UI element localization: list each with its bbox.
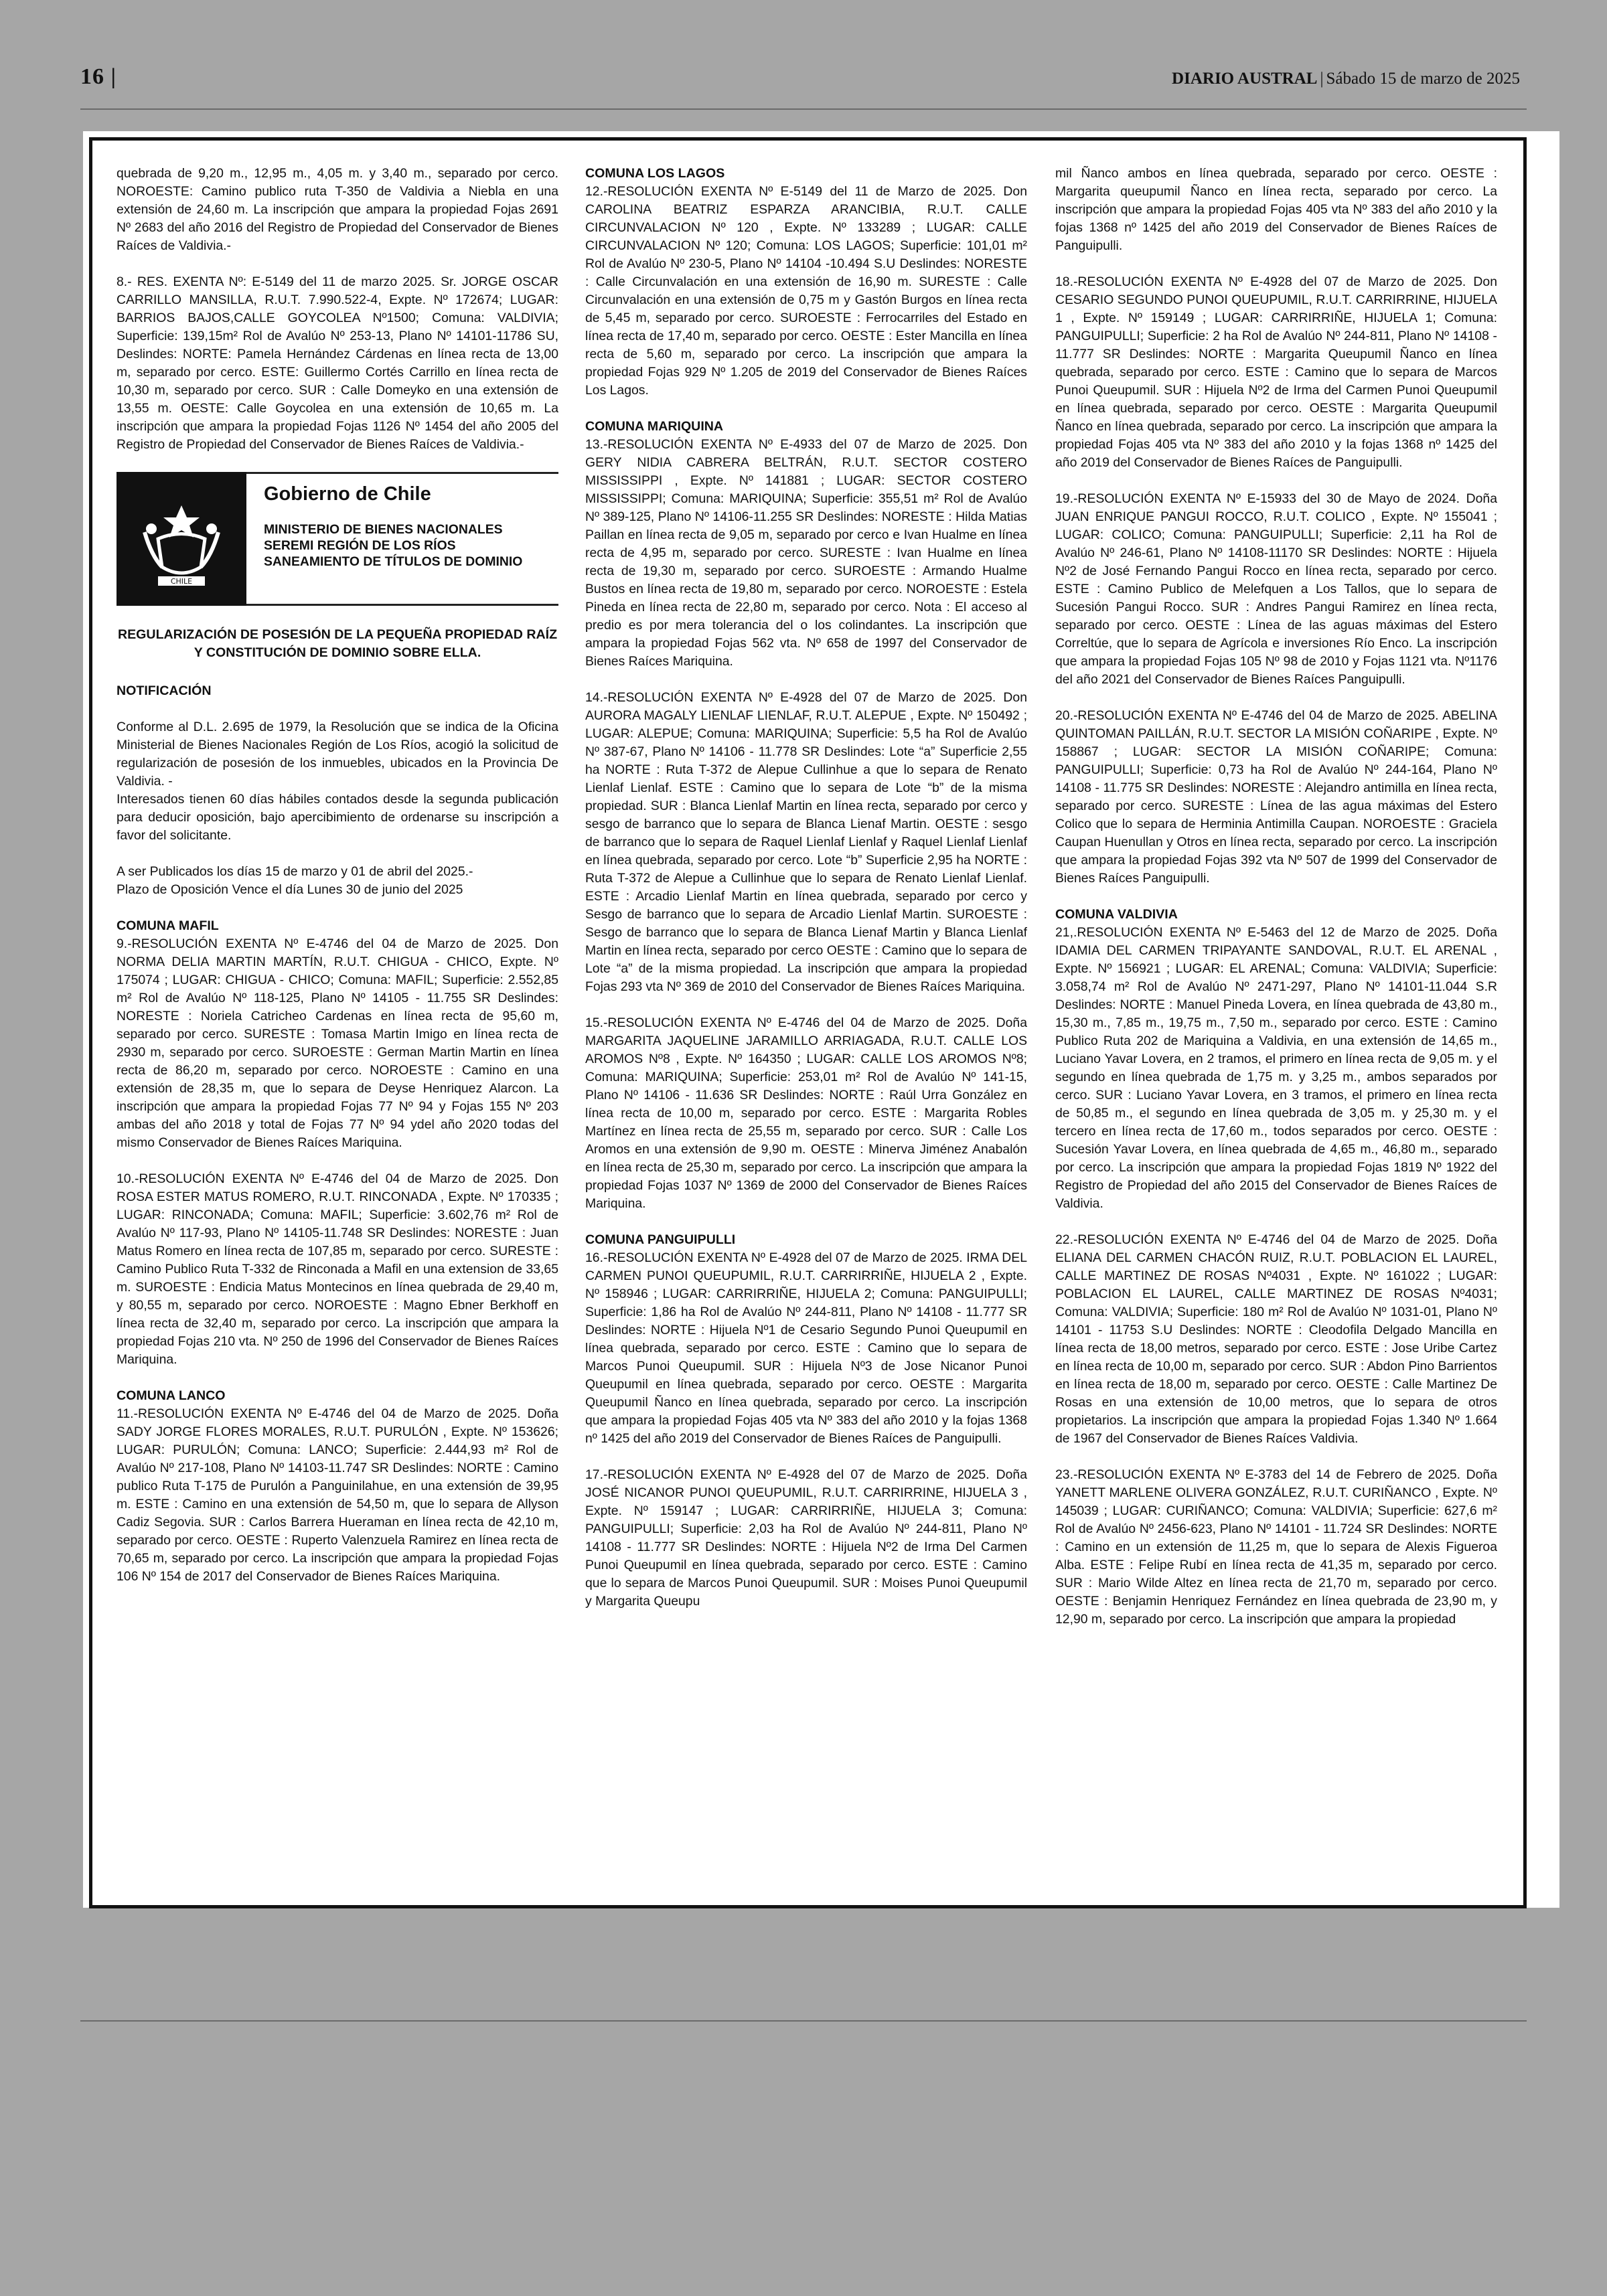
notice-item-15: 15.-RESOLUCIÓN EXENTA Nº E-4746 del 04 de Marzo de 2025. Doña MARGARITA JAQUELINE JARAMILLO ARRIAGADA, R.U.T. CALLE LOS AROMOS Nº8 , Expte. Nº 164350 ; LUGAR: CALLE LOS AROMOS Nº8; Comuna: MARIQUINA; Superficie: 253,01 m² Rol de Avalúo Nº 141-15, Plano Nº 14106 - 11.636 SR Deslindes: NORTE : Raúl Urra González en línea recta de 10,00 m, separado por cerco. ESTE : Margarita Robles Martínez en línea recta de 25,55 m, separado por cerco. SUR : Calle Los Aromos en una extensión de 9,90 m. OESTE : Minerva Jiménez Anabalón en línea recta de 25,30 m, separado por cerco. La inscripción que ampara la propiedad Fojas 1037 Nº 1369 de 2000 del Conservador de Bienes Raíces Mariquina. <box>585 1015 1027 1211</box>
page-number: 16 | <box>80 64 117 89</box>
notification-title: NOTIFICACIÓN <box>117 683 212 698</box>
publication-dates: A ser Publicados los días 15 de marzo y 01 de abril del 2025.- <box>117 864 473 879</box>
section-title-panguipulli: COMUNA PANGUIPULLI <box>585 1232 736 1247</box>
issue-date: Sábado 15 de marzo de 2025 <box>1326 70 1520 88</box>
logo-bottom-rule <box>246 604 558 606</box>
chile-crest-icon <box>117 472 246 606</box>
footer-rule <box>80 2020 1527 2022</box>
section-title-lanco: COMUNA LANCO <box>117 1388 226 1403</box>
notice-item-17: 17.-RESOLUCIÓN EXENTA Nº E-4928 del 07 de Marzo de 2025. Doña JOSÉ NICANOR PUNOI QUEUPUMIL, R.U.T. CARRIRRINE, HIJUELA 3 , Expte. Nº 159147 ; LUGAR: CARRIRRIÑE, HIJUELA 3; Comuna: PANGUIPULLI; Superficie: 2,03 ha Rol de Avalúo Nº 244-811, Plano Nº 14108 - 11.777 SR Deslindes: NORTE : Hijuela Nº2 de Irma Del Carmen Punoi Queupumil en línea quebrada, separado por cerco. ESTE : Camino que lo separa de Marcos Punoi Queupumil. SUR : Moises Punoi Queupumil y Margarita Queupu <box>585 1467 1027 1609</box>
notice-item-20: 20.-RESOLUCIÓN EXENTA Nº E-4746 del 04 de Marzo de 2025. ABELINA QUINTOMAN PAILLÁN, R.U.T. SECTOR LA MISIÓN COÑARIPE , Expte. Nº 158867 ; LUGAR: SECTOR LA MISIÓN COÑARIPE; Comuna: PANGUIPULLI; Superficie: 0,73 ha Rol de Avalúo Nº 244-164, Plano Nº 14108 - 11.775 SR Deslindes: NORESTE : Alejandro antimilla en línea recta, separado por cerco. SURESTE : Línea de las agua máximas del Estero Colico que lo separa de Herminia Antimilla Caupan. NOROESTE : Graciela Caupan Huenullan y Otros en línea recta, separado por cerco. La inscripción que ampara la propiedad Fojas 392 vta Nº 507 de 1999 del Conservador de Bienes Raíces Panguipulli. <box>1055 708 1497 886</box>
continued-text: quebrada de 9,20 m., 12,95 m., 4,05 m. y 3,40 m., separado por cerco. NOROESTE: Camino publico ruta T-350 de Valdivia a Niebla en una extensión de 24,60 m. La inscripción que ampara la propiedad Fojas 2691 Nº 2683 del año 2016 del Registro de Propiedad del Conservador de Bienes Raíces de Valdivia.- <box>117 166 558 253</box>
page-header <box>80 64 1520 104</box>
section-title-mariquina: COMUNA MARIQUINA <box>585 419 724 434</box>
column-2 <box>585 165 1027 1885</box>
opposition-deadline: Plazo de Oposición Vence el día Lunes 30 de junio del 2025 <box>117 882 463 897</box>
section-title-valdivia: COMUNA VALDIVIA <box>1055 907 1178 922</box>
ministry-name: MINISTERIO DE BIENES NACIONALES <box>264 522 503 537</box>
notice-frame <box>89 137 1527 1908</box>
notice-item-14: 14.-RESOLUCIÓN EXENTA Nº E-4928 del 07 de Marzo de 2025. Don AURORA MAGALY LIENLAF LIENLAF, R.U.T. ALEPUE , Expte. Nº 150492 ; LUGAR: ALEPUE; Comuna: MARIQUINA; Superficie: 5,5 ha Rol de Avalúo Nº 387-67, Plano Nº 14106 - 11.778 SR Deslindes: Lote “a” Superficie 2,55 ha NORTE : Ruta T-372 de Alepue Cullinhue a que lo separa de Renato Lienlaf Lienlaf. ESTE : Camino que lo separa de Lote “b” de la misma propiedad. SUR : Blanca Lienlaf Martin en línea recta, separado por cerco y sesgo de barranco que lo separa de Blanca Lienaf Martin. OESTE : sesgo de barranco que lo separa de Raquel Lienlaf Lienlaf y Raquel Lienlaf Lienlaf en línea quebrada, separado por cerco. Lote “b” Superficie 2,95 ha NORTE : Ruta T-372 de Alepue a Cullinhue que lo separa de Renato Lienlaf Lienlaf. ESTE : Arcadio Lienlaf Martin en línea quebrada, separado por cerco y Sesgo de barranco que lo separa de Arcadio Lienlaf Martin. SUROESTE : Sesgo de barranco que lo separa de Blanca Lienaf Martin y Blanca Lienlaf Martin en línea recta, separado por cerco OESTE : Camino que lo separa de Lote “a” de la misma propiedad. La inscripción que ampara la propiedad Fojas 293 vta Nº 369 de 2010 del Conservador de Bienes Raíces Mariquina. <box>585 690 1027 994</box>
column-1 <box>117 165 558 1885</box>
notification-deadline-text: Interesados tienen 60 días hábiles contados desde la segunda publicación para deducir oposición, bajo apercibimiento de ordenarse su inscripción a favor del solicitante. <box>117 792 558 843</box>
government-logo-block <box>117 472 558 606</box>
notice-sheet <box>83 131 1559 1908</box>
seremi-name: SEREMI REGIÓN DE LOS RÍOS <box>264 538 456 553</box>
notice-item-16: 16.-RESOLUCIÓN EXENTA Nº E-4928 del 07 de Marzo de 2025. IRMA DEL CARMEN PUNOI QUEUPUMIL, R.U.T. CARRIRRIÑE, HIJUELA 2 , Expte. Nº 158946 ; LUGAR: CARRIRRIÑE, HIJUELA 2; Comuna: PANGUIPULLI; Superficie: 1,86 ha Rol de Avalúo Nº 244-811, Plano Nº 14108 - 11.777 SR Deslindes: NORTE : Hijuela Nº1 de Cesario Segundo Punoi Queupumil en línea quebrada, separado por cerco. ESTE : Camino que lo separa de Marcos Punoi Queupumil. SUR : Hijuela Nº3 de Jose Nicanor Punoi Queupumil en línea quebrada, separado por cerco. OESTE : Margarita Queupumil Ñanco en línea quebrada, separado por cerco. La inscripción que ampara la propiedad Fojas 405 vta Nº 383 del año 2010 y la fojas 1368 nº 1425 del año 2019 del Conservador de Bienes Raíces de Panguipulli. <box>585 1250 1027 1446</box>
notice-item-23: 23.-RESOLUCIÓN EXENTA Nº E-3783 del 14 de Febrero de 2025. Doña YANETT MARLENE OLIVERA GONZÁLEZ, R.U.T. CURIÑANCO , Expte. Nº 145039 ; LUGAR: CURIÑANCO; Comuna: VALDIVIA; Superficie: 627,6 m² Rol de Avalúo Nº 2456-623, Plano Nº 14101 - 11.724 SR Deslindes: NORTE : Camino en un extensión de 11,25 m, que lo separa de Alexis Figueroa Alba. ESTE : Felipe Rubí en línea recta de 41,35 m, separado por cerco. SUR : Mario Wilde Altez en línea recta de 21,70 m, separado por cerco. OESTE : Benjamin Henriquez Fernández en línea quebrada de 23,90 m, y 12,90 m, separado por cerco. La inscripción que ampara la propiedad <box>1055 1467 1497 1627</box>
regulation-title: REGULARIZACIÓN DE POSESIÓN DE LA PEQUEÑA PROPIEDAD RAÍZ Y CONSTITUCIÓN DE DOMINIO SOBRE ELLA. <box>117 627 558 660</box>
notice-item-22: 22.-RESOLUCIÓN EXENTA Nº E-4746 del 04 de Marzo de 2025. Doña ELIANA DEL CARMEN CHACÓN RUIZ, R.U.T. POBLACION EL LAUREL, CALLE MARTINEZ DE ROSAS Nº4031 , Expte. Nº 161022 ; LUGAR: POBLACION EL LAUREL, CALLE MARTINEZ DE ROSAS Nº4031; Comuna: VALDIVIA; Superficie: 180 m² Rol de Avalúo Nº 1031-01, Plano Nº 14101 - 11753 S.U Deslindes: NORTE : Cleodofila Delgado Mancilla en línea recta de 18,00 metros, separado por cerco. ESTE : Jose Uribe Cartez en línea recta de 10,00 m, separado por cerco. SUR : Abdon Pino Barrientos en línea recta de 18,00 m, separado por cerco. OESTE : Calle Martinez De Rosas en una extensión de 10,00 metros, que lo separa de otros propietarios. La inscripción que ampara la propiedad Fojas 1.340 Nº 1.664 de 1967 del Conservador de Bienes Raíces Valdivia. <box>1055 1232 1497 1446</box>
notice-item-10: 10.-RESOLUCIÓN EXENTA Nº E-4746 del 04 de Marzo de 2025. Don ROSA ESTER MATUS ROMERO, R.U.T. RINCONADA , Expte. Nº 170335 ; LUGAR: RINCONADA; Comuna: MAFIL; Superficie: 3.602,76 m² Rol de Avalúo Nº 117-93, Plano Nº 14105-11.748 SR Deslindes: NORESTE : Juan Matus Romero en línea recta de 107,85 m, separado por cerco. SURESTE : Camino Publico Ruta T-332 de Rinconada a Mafil en una extension de 33,65 m. SUROESTE : Endicia Matus Montecinos en línea quebrada de 29,40 m, y 80,55 m, separado por cerco. NOROESTE : Magno Ebner Berkhoff en línea recta de 32,40 m, separado por cerco. La inscripción que ampara la propiedad Fojas 210 vta. Nº 250 de 1996 del Conservador de Bienes Raíces Mariquina. <box>117 1171 558 1367</box>
section-title-mafil: COMUNA MAFIL <box>117 918 219 933</box>
column-3 <box>1055 165 1497 1885</box>
notice-item-9: 9.-RESOLUCIÓN EXENTA Nº E-4746 del 04 de Marzo de 2025. Don NORMA DELIA MARTIN MARTÍN, R.U.T. CHIGUA - CHICO, Expte. Nº 175074 ; LUGAR: CHIGUA - CHICO; Comuna: MAFIL; Superficie: 2.552,85 m² Rol de Avalúo Nº 118-125, Plano Nº 14105 - 11.755 SR Deslindes: NORESTE : Noriela Catricheo Cardenas en línea recta de 95,60 m, separado por cerco. SURESTE : Tomasa Martin Imigo en línea recta de 2930 m, separado por cerco. SUROESTE : German Martin Martin en línea recta de 86,20 m, separado por cerco. NOROESTE : Camino en una extensión de 28,35 m, que lo separa de Deyse Henriquez Alarcon. La inscripción que ampara la propiedad Fojas 77 Nº 94 y Fojas 155 Nº 203 ambas del año 2018 y total de Fojas 77 Nº 94 ydel año 2020 todas del mismo Conservador de Bienes Raíces Mariquina. <box>117 936 558 1150</box>
notification-body: Conforme al D.L. 2.695 de 1979, la Resolución que se indica de la Oficina Ministerial de Bienes Nacionales Región de Los Ríos, acogió la solicitud de regularización de posesión de los inmuebles, ubicados en la Provincia De Valdivia. - <box>117 720 558 789</box>
gov-brand: Gobierno de Chile <box>264 483 431 505</box>
notice-item-11: 11.-RESOLUCIÓN EXENTA Nº E-4746 del 04 de Marzo de 2025. Doña SADY JORGE FLORES MORALES, R.U.T. PURULÓN , Expte. Nº 153626; LUGAR: PURULÓN; Comuna: LANCO; Superficie: 2.444,93 m² Rol de Avalúo Nº 217-108, Plano Nº 14103-11.747 SR Deslindes: NORTE : Camino publico Ruta T-175 de Purulón a Panguinilahue, en una extensión de 39,95 m. ESTE : Camino en una extensión de 54,50 m, que lo separa de Allyson Cadiz Segovia. SUR : Carlos Barrera Hueraman en línea recta de 42,10 m, separado por cerco. OESTE : Ruperto Valenzuela Ramirez en línea recta de 70,65 m, separado por cerco. La inscripción que ampara la propiedad Fojas 106 Nº 154 de 2017 del Conservador de Bienes Raíces Mariquina. <box>117 1406 558 1584</box>
masthead: DIARIO AUSTRAL | Sábado 15 de marzo de 2025 <box>1172 70 1520 88</box>
program-name: SANEAMIENTO DE TÍTULOS DE DOMINIO <box>264 554 523 569</box>
logo-top-rule <box>246 472 558 474</box>
notice-item-8: 8.- RES. EXENTA Nº: E-5149 del 11 de marzo 2025. Sr. JORGE OSCAR CARRILLO MANSILLA, R.U.T. 7.990.522-4, Expte. Nº 172674; LUGAR: BARRIOS BAJOS,CALLE GOYCOLEA Nº1500; Comuna: VALDIVIA; Superficie: 139,15m² Rol de Avalúo Nº 253-13, Plano Nº 14101-11786 SU, Deslindes: NORTE: Pamela Hernández Cárdenas en línea recta de 13,00 m, separado por cerco. ESTE: Guillermo Cortés Carrillo en línea recta de 10,30 m, separado por cerco. SUR : Calle Domeyko en una extensión de 13,55 m. OESTE: Calle Goycolea en una extensión de 10,65 m. La inscripción que ampara la propiedad Fojas 1126 Nº 1454 del año 2005 del Registro de Propiedad del Conservador de Bienes Raíces de Valdivia.- <box>117 274 558 452</box>
newspaper-name: DIARIO AUSTRAL <box>1172 70 1318 88</box>
notice-item-12: 12.-RESOLUCIÓN EXENTA Nº E-5149 del 11 de Marzo de 2025. Don CAROLINA BEATRIZ ESPARZA ARANCIBIA, R.U.T. CALLE CIRCUNVALACION Nº 120 , Expte. Nº 133289 ; LUGAR: CALLE CIRCUNVALACION Nº 120; Comuna: LOS LAGOS; Superficie: 101,01 m² Rol de Avalúo Nº 230-5, Plano Nº 14104 -10.494 S.U Deslindes: NORESTE : Calle Circunvalación en una extensión de 16,90 m. SURESTE : Calle Circunvalación en una extensión de 0,75 m y Gastón Burgos en línea recta de 5,45 m, separado por cerco. SUROESTE : Ferrocarriles del Estado en línea recta de 17,40 m, separado por cerco. OESTE : Ester Mancilla en línea recta de 5,60 m, separado por cerco. La inscripción que ampara la propiedad Fojas 929 Nº 1.205 de 2019 del Conservador de Bienes Raíces Los Lagos. <box>585 184 1027 398</box>
notice-item-21: 21,.RESOLUCIÓN EXENTA Nº E-5463 del 12 de Marzo de 2025. Doña IDAMIA DEL CARMEN TRIPAYANTE SANDOVAL, R.U.T. EL ARENAL , Expte. Nº 156921 ; LUGAR: EL ARENAL; Comuna: VALDIVIA; Superficie: 3.058,74 m² Rol de Avalúo Nº 2471-297, Plano Nº 14101-11.044 S.R Deslindes: NORTE : Manuel Pineda Lovera, en línea quebrada de 43,80 m., 15,30 m., 7,85 m., 19,75 m., 7,50 m., separado por cerco. ESTE : Camino Publico Ruta 202 de Mariquina a Valdivia, en una extensión de 14,65 m., Luciano Yavar Lovera, en 2 tramos, el primero en línea recta de 9,05 m. y el segundo en línea quebrada de 1,75 m. y 3,25 m., ambos separados por cerco. SUR : Luciano Yavar Lovera, en 3 tramos, el primero en línea recta de 50,85 m., el segundo en línea quebrada de 3,05 m. y 25,30 m. y el tercero en línea recta de 17,60 m., todos separados por cerco. OESTE : Sucesión Yavar Lovera, en línea quebrada de 4,65 m., 46,80 m., separado por cerco. La inscripción que ampara la propiedad Fojas 1819 Nº 1922 del Registro de Propiedad del año 2015 del Conservador de Bienes Raíces de Valdivia. <box>1055 925 1497 1211</box>
section-title-los-lagos: COMUNA LOS LAGOS <box>585 166 725 181</box>
header-rule <box>80 108 1527 110</box>
notice-item-19: 19.-RESOLUCIÓN EXENTA Nº E-15933 del 30 de Mayo de 2024. Doña JUAN ENRIQUE PANGUI ROCCO, R.U.T. COLICO , Expte. Nº 155041 ; LUGAR: COLICO; Comuna: PANGUIPULLI; Superficie: 2,11 ha Rol de Avalúo Nº 246-61, Plano Nº 14108-11170 SR Deslindes: NORTE : Hijuela Nº2 de José Fernando Pangui Rocco en línea recta, separado por cerco. ESTE : Camino Publico de Melefquen a Los Tallos, que lo separa de Sucesión Pangui Rocco. SUR : Andres Pangui Ramirez en línea recta, separado por cerco. OESTE : Línea de las aguas máximas del Estero Correltúe, que lo separa de Agrícola e inversiones Río Enco. La inscripción que ampara la propiedad Fojas 105 Nº 98 de 2010 y Fojas 1121 vta. Nº1176 del año 2021 del Conservador de Bienes Raíces Panguipulli. <box>1055 491 1497 687</box>
svg-text:CHILE: CHILE <box>170 577 193 586</box>
notice-item-18: 18.-RESOLUCIÓN EXENTA Nº E-4928 del 07 de Marzo de 2025. Don CESARIO SEGUNDO PUNOI QUEUPUMIL, R.U.T. CARRIRRINE, HIJUELA 1 , Expte. Nº 159149 ; LUGAR: CARRIRRIÑE, HIJUELA 1; Comuna: PANGUIPULLI; Superficie: 2 ha Rol de Avalúo Nº 244-811, Plano Nº 14108 - 11.777 SR Deslindes: NORTE : Margarita Queupumil Ñanco en línea quebrada, separado por cerco. ESTE : Camino que lo separa de Marcos Punoi Queupumil. SUR : Hijuela Nº2 de Irma del Carmen Punoi Queupumil en línea quebrada, separado por cerco. OESTE : Margarita Queupumil Ñanco en línea quebrada, separado por cerco. La inscripción que ampara la propiedad Fojas 405 vta Nº 383 del año 2010 y la fojas 1368 nº 1425 del año 2019 del Conservador de Bienes Raíces de Panguipulli. <box>1055 274 1497 470</box>
continued-text: mil Ñanco ambos en línea quebrada, separado por cerco. OESTE : Margarita queupumil Ñanco en línea recta, separado por cerco. La inscripción que ampara la propiedad Fojas 405 vta Nº 383 del año 2010 y la fojas 1368 nº 1425 del año 2019 del Conservador de Bienes Raíces de Panguipulli. <box>1055 166 1497 253</box>
notice-item-13: 13.-RESOLUCIÓN EXENTA Nº E-4933 del 07 de Marzo de 2025. Don GERY NIDIA CABRERA BELTRÁN, R.U.T. SECTOR COSTERO MISSISSIPPI , Expte. Nº 141881 ; LUGAR: SECTOR COSTERO MISSISSIPPI; Comuna: MARIQUINA; Superficie: 355,51 m² Rol de Avalúo Nº 389-125, Plano Nº 14106-11.255 SR Deslindes: NORESTE : Hilda Matias Paillan en línea recta de 9,05 m, separado por cerco e Ivan Hualme en línea recta de 4,95 m, separado por cerco. SURESTE : Ivan Hualme en línea recta de 19,30 m, separado por cerco. SUROESTE : Armando Hualme Bustos en línea recta de 19,80 m, separado por cerco. NOROESTE : Estela Pineda en línea recta de 22,80 m, separado por cerco. Nota : El acceso al predio es por mera tolerancia del o los colindantes. La inscripción que ampara la propiedad Fojas 562 vta. Nº 658 de 1997 del Conservador de Bienes Raíces Mariquina. <box>585 437 1027 669</box>
